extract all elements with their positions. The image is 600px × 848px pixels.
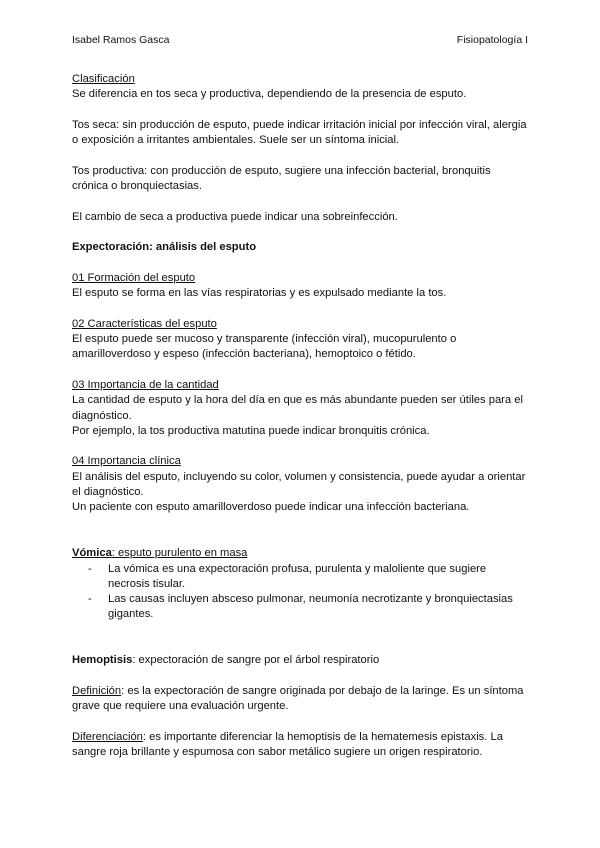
list-item: - Las causas incluyen absceso pulmonar, neumonía necrotizante y bronquiectasias gigantes. <box>88 593 513 621</box>
vomica-term: Vómica <box>72 547 112 560</box>
author-name: Isabel Ramos Gasca <box>72 34 170 46</box>
cambio-paragraph: El cambio de seca a productiva puede indicar una sobreinfección. <box>72 210 398 223</box>
diferenciacion-label: Diferenciación <box>72 730 143 743</box>
vomica-list <box>72 562 528 623</box>
tos-productiva-paragraph: Tos productiva: con producción de esputo, sugiere una infección bacterial, bronquitis crónica o bronquiectasias. <box>72 164 491 193</box>
item-04-title: 04 Importancia clínica <box>72 455 181 468</box>
hemoptisis-definition: : expectoración de sangre por el árbol respiratorio <box>132 654 380 667</box>
item-01-title: 01 Formación del esputo <box>72 271 196 284</box>
clasificacion-title: Clasificación <box>72 73 135 85</box>
tos-seca-paragraph: Tos seca: sin producción de esputo, puede indicar irritación inicial por infección viral, alergia o exposición a irritantes ambientales. Suele ser un síntoma inicial. <box>72 118 527 147</box>
item-01-text: El esputo se forma en las vías respiratorias y es expulsado mediante la tos. <box>72 287 447 300</box>
definicion-paragraph: Definición: es la expectoración de sangre originada por debajo de la laringe. Es un síntoma grave que requiere una evaluación urgente. <box>72 684 524 713</box>
page-header <box>72 34 528 48</box>
item-03-example: Por ejemplo, la tos productiva matutina puede indicar bronquitis crónica. <box>72 424 430 437</box>
list-item: - La vómica es una expectoración profusa, purulenta y maloliente que sugiere necrosis tisular. <box>88 562 487 590</box>
vomica-heading <box>72 546 528 561</box>
expectoracion-heading: Expectoración: análisis del esputo <box>72 241 257 254</box>
item-04-example: Un paciente con esputo amarilloverdoso puede indicar una infección bacteriana. <box>72 501 470 514</box>
vomica-definition: : esputo purulento en masa <box>111 547 248 560</box>
item-02-text: El esputo puede ser mucoso y transparente (infección viral), mucopurulento o amarilloverdoso y espeso (infección bacteriana), hemoptoico o fétido. <box>72 333 457 361</box>
hemoptisis-heading <box>72 653 528 668</box>
clasificacion-intro: Se diferencia en tos seca y productiva, dependiendo de la presencia de esputo. <box>72 88 467 101</box>
item-04-text: El análisis del esputo, incluyendo su color, volumen y consistencia, puede ayudar a orientar el diagnóstico. <box>72 470 526 499</box>
item-03-title: 03 Importancia de la cantidad <box>72 378 219 391</box>
hemoptisis-term: Hemoptisis <box>72 654 133 667</box>
item-02-title: 02 Características del esputo <box>72 317 217 330</box>
item-03-text: La cantidad de esputo y la hora del día en que es más abundante pueden ser útiles para el diagnóstico. <box>72 394 523 422</box>
subject-name: Fisiopatología I <box>456 34 528 46</box>
dash-bullet: - <box>88 593 92 606</box>
definicion-label: Definición <box>72 684 122 697</box>
diferenciacion-paragraph: Diferenciación: es importante diferenciar la hemoptisis de la hematemesis epistaxis. La sangre roja brillante y espumosa con sabor metálico sugiere un origen respiratorio. <box>72 730 503 759</box>
document-body <box>72 72 528 760</box>
dash-bullet: - <box>88 562 92 575</box>
